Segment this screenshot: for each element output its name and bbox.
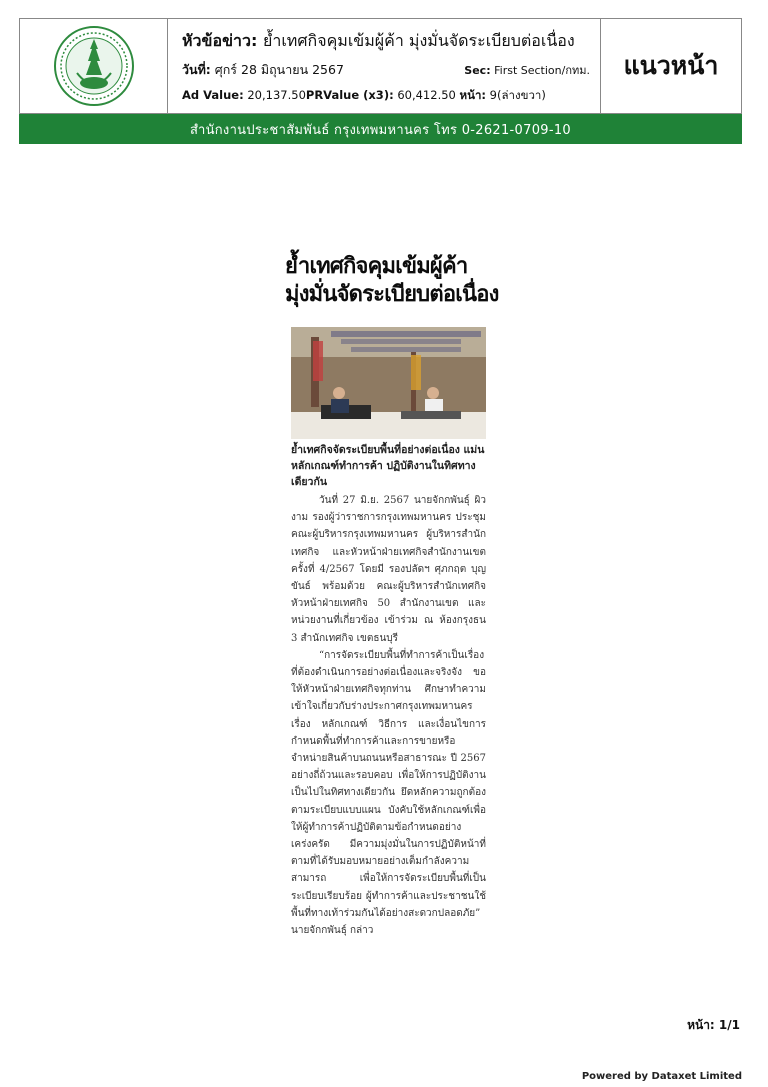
pr-value: 60,412.50 bbox=[397, 88, 456, 102]
page-label: หน้า: bbox=[459, 88, 487, 102]
article-photo bbox=[291, 327, 486, 439]
ad-value-label: Ad Value: bbox=[182, 88, 244, 102]
page-indicator: หน้า: 1/1 bbox=[687, 1018, 740, 1032]
value-row bbox=[182, 87, 546, 105]
headline-line-1: ย้ำเทศกิจคุมเข้มผู้ค้า bbox=[285, 254, 468, 279]
logo-cell bbox=[20, 19, 168, 113]
paragraph-1: วันที่ 27 มิ.ย. 2567 นายจักกพันธุ์ ผิวงาม รองผู้ว่าราชการกรุงเทพมหานคร ประชุมคณะผู้บริหารกรุงเทพมหานคร ผู้บริหารสำนักเทศกิจ และหัวหน้าฝ่ายเทศกิจสำนักงานเขต ครั้งที่ 4/2567 โดยมี รองปลัดฯ ศุภกฤต บุญขันธ์ พร้อมด้วย คณะผู้บริหารสำนักเทศกิจ หัวหน้าฝ่ายเทศกิจ 50 สำนักงานเขต และหน่วยงานที่เกี่ยวข้อง เข้าร่วม ณ ห้องกรุงธน 3 สำนักเทศกิจ เขตธนบุรี bbox=[291, 495, 486, 644]
sec-label: Sec: bbox=[464, 64, 491, 77]
clipping-info bbox=[168, 19, 601, 113]
paragraph-2: “การจัดระเบียบพื้นที่ทำการค้าเป็นเรื่องที่ต้องดำเนินการอย่างต่อเนื่องและจริงจัง ขอให้หัวหน้าฝ่ายเทศกิจทุกท่าน ศึกษาทำความเข้าใจเกี่ยวกับร่างประกาศกรุงเทพมหานคร เรื่อง หลักเกณฑ์ วิธีการ และเงื่อนไขการกำหนดพื้นที่ทำการค้าและการขายหรือจำหน่ายสินค้าบนถนนหรือสาธารณะ ปี 2567 อย่างถี่ถ้วนและรอบคอบ เพื่อให้การปฏิบัติงานเป็นไปในทิศทางเดียวกัน ยึดหลักความถูกต้องตามระเบียบแบบแผน บังคับใช้หลักเกณฑ์เพื่อให้ผู้ทำการค้าปฏิบัติตามข้อกำหนดอย่างเคร่งครัด มีความมุ่งมั่นในการปฏิบัติหน้าที่ตามที่ได้รับมอบหมายอย่างเต็มกำลังความสามารถ เพื่อให้การจัดระเบียบพื้นที่เป็นระเบียบเรียบร้อย ผู้ทำการค้าและประชาชนใช้พื้นที่ทางเท้าร่วมกันได้อย่างสะดวกปลอดภัย” นายจักกพันธุ์ กล่าว bbox=[291, 649, 486, 937]
pr-value-label: PRValue (x3): bbox=[305, 88, 394, 102]
clipping-header bbox=[19, 18, 742, 114]
pr-office-banner: สำนักงานประชาสัมพันธ์ กรุงเทพมหานคร โทร 0-2621-0709-10 bbox=[19, 114, 742, 144]
date-label: วันที่: bbox=[182, 62, 211, 77]
headline-line-2: มุ่งมั่นจัดระเบียบต่อเนื่อง bbox=[285, 282, 499, 307]
sec-value: First Section/กทม. bbox=[494, 64, 590, 77]
headline-row bbox=[182, 29, 575, 54]
photo-caption: ย้ำเทศกิจจัดระเบียบพื้นที่อย่างต่อเนื่อง แม่นหลักเกณฑ์ทำการค้า ปฏิบัติงานในทิศทางเดียวกัน bbox=[291, 444, 485, 488]
headline-value: ย้ำเทศกิจคุมเข้มผู้ค้า มุ่งมั่นจัดระเบียบต่อเนื่อง bbox=[262, 31, 575, 50]
sec-row bbox=[464, 61, 590, 79]
ad-value: 20,137.50 bbox=[247, 88, 306, 102]
meeting-photo-illustration bbox=[291, 327, 486, 439]
article-body bbox=[291, 492, 486, 939]
page-value: 9(ล่างขวา) bbox=[489, 88, 546, 102]
bangkok-seal-logo bbox=[53, 25, 135, 107]
headline-label: หัวข้อข่าว: bbox=[182, 31, 258, 50]
publication-name: แนวหน้า bbox=[623, 51, 719, 80]
date-value: ศุกร์ 28 มิถุนายน 2567 bbox=[214, 62, 344, 77]
powered-by: Powered by Dataxet Limited bbox=[581, 1071, 742, 1082]
article-headline bbox=[285, 253, 499, 309]
date-row bbox=[182, 60, 344, 80]
